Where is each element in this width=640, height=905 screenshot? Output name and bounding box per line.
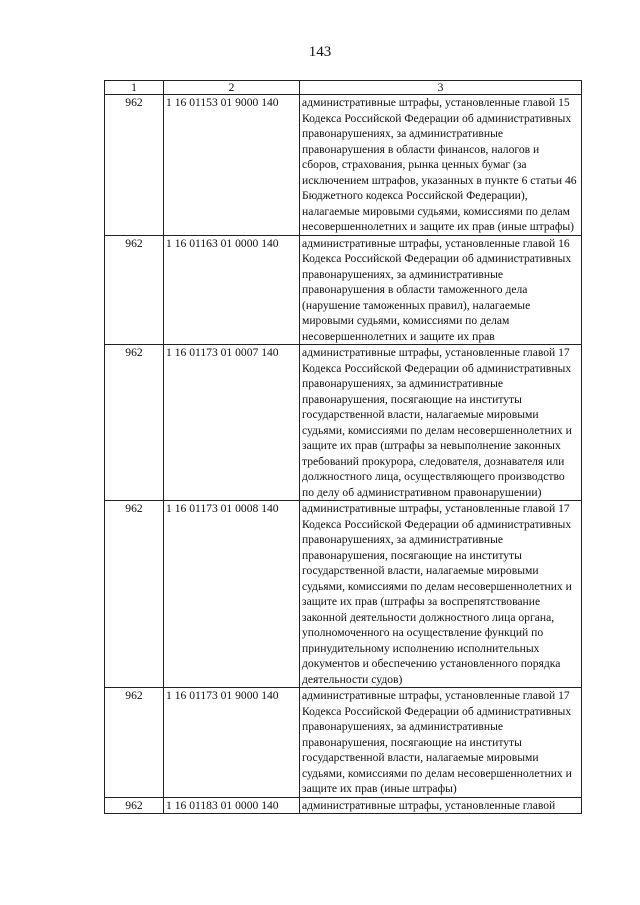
table-row [105, 501, 582, 688]
table-row [105, 95, 582, 236]
admin-code-cell: 962 [105, 688, 164, 798]
kbk-code-cell: 1 16 01153 01 9000 140 [164, 95, 300, 236]
admin-code-cell: 962 [105, 501, 164, 688]
description-text: административные штрафы, установленные главой 17 Кодекса Российской Федерации об административных правонарушениях, за административные правонарушения, посягающие на институты государственной власти, налагаемые мировыми судьями, комиссиями по делам несовершеннолетних и защите их прав (штрафы за воспрепятствование законной деятельности должностного лица органа, уполномоченного на осуществление функций по принудительному исполнению исполнительных документов и обеспечению установленного порядка деятельности судов) [302, 502, 572, 686]
column-header-2: 2 [164, 81, 300, 95]
description-cell [300, 688, 582, 798]
description-cell [300, 235, 582, 345]
description-cell [300, 797, 582, 814]
description-text: административные штрафы, установленные главой 15 Кодекса Российской Федерации об административных правонарушениях, за административные правонарушения в области финансов, налогов и сборов, страхования, рынка ценных бумаг (за исключением штрафов, указанных в пункте 6 статьи 46 Бюджетного кодекса Российской Федерации), налагаемые мировыми судьями, комиссиями по делам несовершеннолетних и защите их прав (иные штрафы) [302, 96, 577, 233]
kbk-code-cell: 1 16 01183 01 0000 140 [164, 797, 300, 814]
table-row [105, 345, 582, 501]
admin-code-cell: 962 [105, 95, 164, 236]
table-row [105, 797, 582, 814]
admin-code-cell: 962 [105, 797, 164, 814]
kbk-code-cell: 1 16 01173 01 9000 140 [164, 688, 300, 798]
description-text: административные штрафы, установленные главой 17 Кодекса Российской Федерации об административных правонарушениях, за административные правонарушения, посягающие на институты государственной власти, налагаемые мировыми судьями, комиссиями по делам несовершеннолетних и защите их прав (штрафы за невыполнение законных требований прокурора, следователя, дознавателя или должностного лица, осуществляющего производство по делу об административном правонарушении) [302, 346, 572, 499]
description-text: административные штрафы, установленные главой [302, 798, 556, 812]
description-text: административные штрафы, установленные главой 17 Кодекса Российской Федерации об административных правонарушениях, за административные правонарушения, посягающие на институты государственной власти, налагаемые мировыми судьями, комиссиями по делам несовершеннолетних и защите их прав (иные штрафы) [302, 689, 572, 795]
column-header-3: 3 [300, 81, 582, 95]
kbk-code-cell: 1 16 01173 01 0007 140 [164, 345, 300, 501]
table-row [105, 688, 582, 798]
admin-code-cell: 962 [105, 345, 164, 501]
table-header-row [105, 81, 582, 95]
kbk-code-cell: 1 16 01163 01 0000 140 [164, 235, 300, 345]
kbk-code-cell: 1 16 01173 01 0008 140 [164, 501, 300, 688]
admin-code-cell: 962 [105, 235, 164, 345]
description-cell [300, 501, 582, 688]
revenue-codes-table [104, 80, 582, 814]
description-cell [300, 345, 582, 501]
page-number: 143 [308, 44, 332, 60]
column-header-1: 1 [105, 81, 164, 95]
description-text: административные штрафы, установленные главой 16 Кодекса Российской Федерации об административных правонарушениях, за административные правонарушения в области таможенного дела (нарушение таможенных правил), налагаемые мировыми судьями, комиссиями по делам несовершеннолетних и защите их прав [302, 236, 572, 343]
table-row [105, 235, 582, 345]
description-cell [300, 95, 582, 236]
